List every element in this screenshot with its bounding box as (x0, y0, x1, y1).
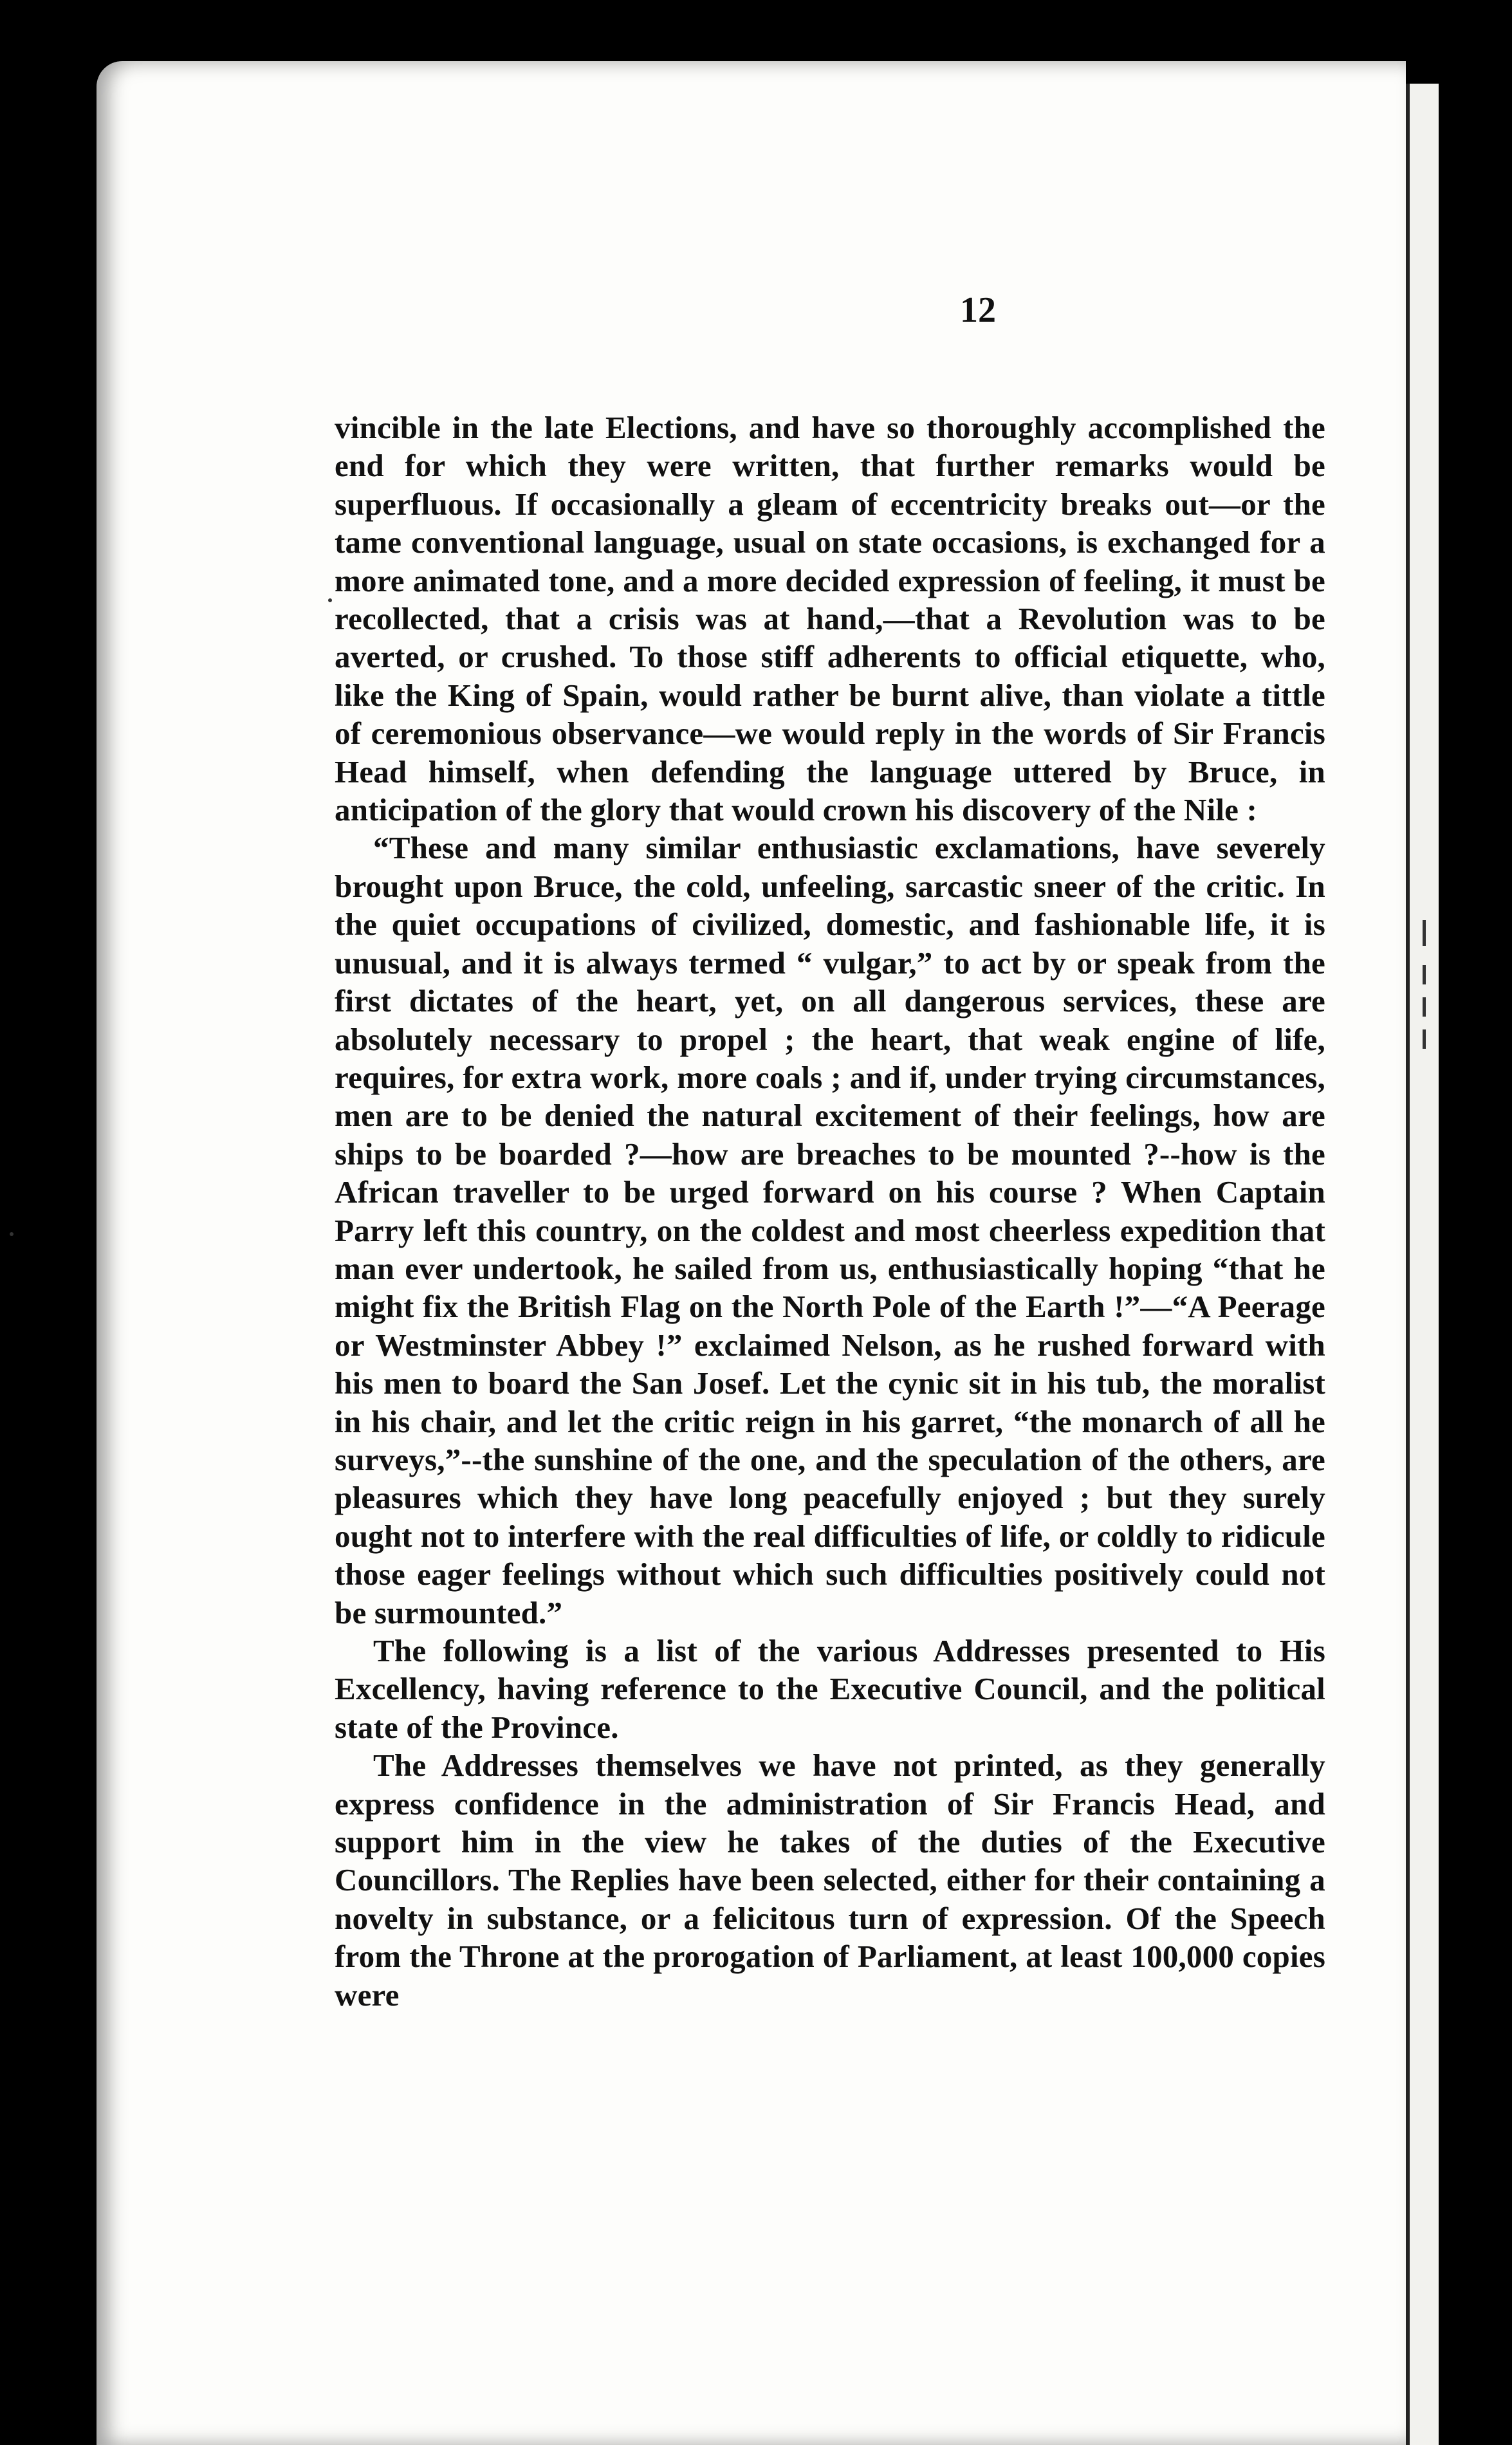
book-page (97, 61, 1406, 2445)
page-number: 12 (960, 290, 996, 330)
edge-mark (1423, 965, 1426, 984)
edge-mark (1423, 920, 1426, 946)
next-page-edge (1406, 84, 1439, 2445)
page-speck (328, 598, 332, 602)
body-text (335, 409, 1325, 2014)
paragraph-continuation: vincible in the late Elections, and have so thoroughly accomplished the end for which they were written, that further remarks would be superfluous. If occasionally a gleam of eccentricity breaks out—or the tame conventional language, usual on state occasions, is exchanged for a more animated tone, and a more decided expression of feeling, it must be recollected, that a crisis was at hand,—that a Revolution was to be averted, or crushed. To those stiff adherents to official etiquette, who, like the King of Spain, would rather be burnt alive, than violate a tittle of ceremonious observance—we would reply in the words of Sir Francis Head himself, when defending the language uttered by Bruce, in anticipation of the glory that would crown his discovery of the Nile : (335, 410, 1325, 828)
edge-mark (1423, 1029, 1426, 1049)
paragraph-quotation: “These and many similar enthusiastic exclamations, have severely brought upon Bruce, the cold, unfeeling, sarcastic sneer of the critic. In the quiet occupations of civilized, domestic, and fashionable life, it is unusual, and it is always termed “ vulgar,” to act by or speak from the first dictates of the heart, yet, on all dangerous services, these are absolutely necessary to propel ; the heart, that weak engine of life, requires, for extra work, more coals ; and if, under trying circumstances, men are to be denied the natural excitement of their feelings, how are ships to be boarded ?—how are breaches to be mounted ?--how is the African traveller to be urged forward on his course ? When Captain Parry left this country, on the coldest and most cheerless expedition that man ever undertook, he sailed from us, enthusiastically hoping “that he might fix the British Flag on the North Pole of the Earth !”—“A Peerage or Westminster Abbey !” exclaimed Nelson, as he rushed forward with his men to board the San Josef. Let the cynic sit in his tub, the moralist in his chair, and let the critic reign in his garret, “the monarch of all he surveys,”--the sunshine of the one, and the speculation of the others, are pleasures which they have long peacefully enjoyed ; but they surely ought not to interfere with the real difficulties of life, or coldly to ridicule those eager feelings without which such difficulties positively could not be surmounted.” (335, 830, 1325, 1630)
paragraph-list-intro: The following is a list of the various Addresses presented to His Excellency, having reference to the Executive Council, and the political state of the Province. (335, 1633, 1325, 1745)
scan-speck (10, 1232, 14, 1236)
edge-mark (1423, 997, 1426, 1017)
paragraph-addresses: The Addresses themselves we have not printed, as they generally express confidence in the administration of Sir Francis Head, and support him in the view he takes of the duties of the Executive Councillors. The Replies have been selected, either for their containing a novelty in substance, or a felicitous turn of expression. Of the Speech from the Throne at the prorogation of Parliament, at least 100,000 copies were (335, 1748, 1325, 2013)
